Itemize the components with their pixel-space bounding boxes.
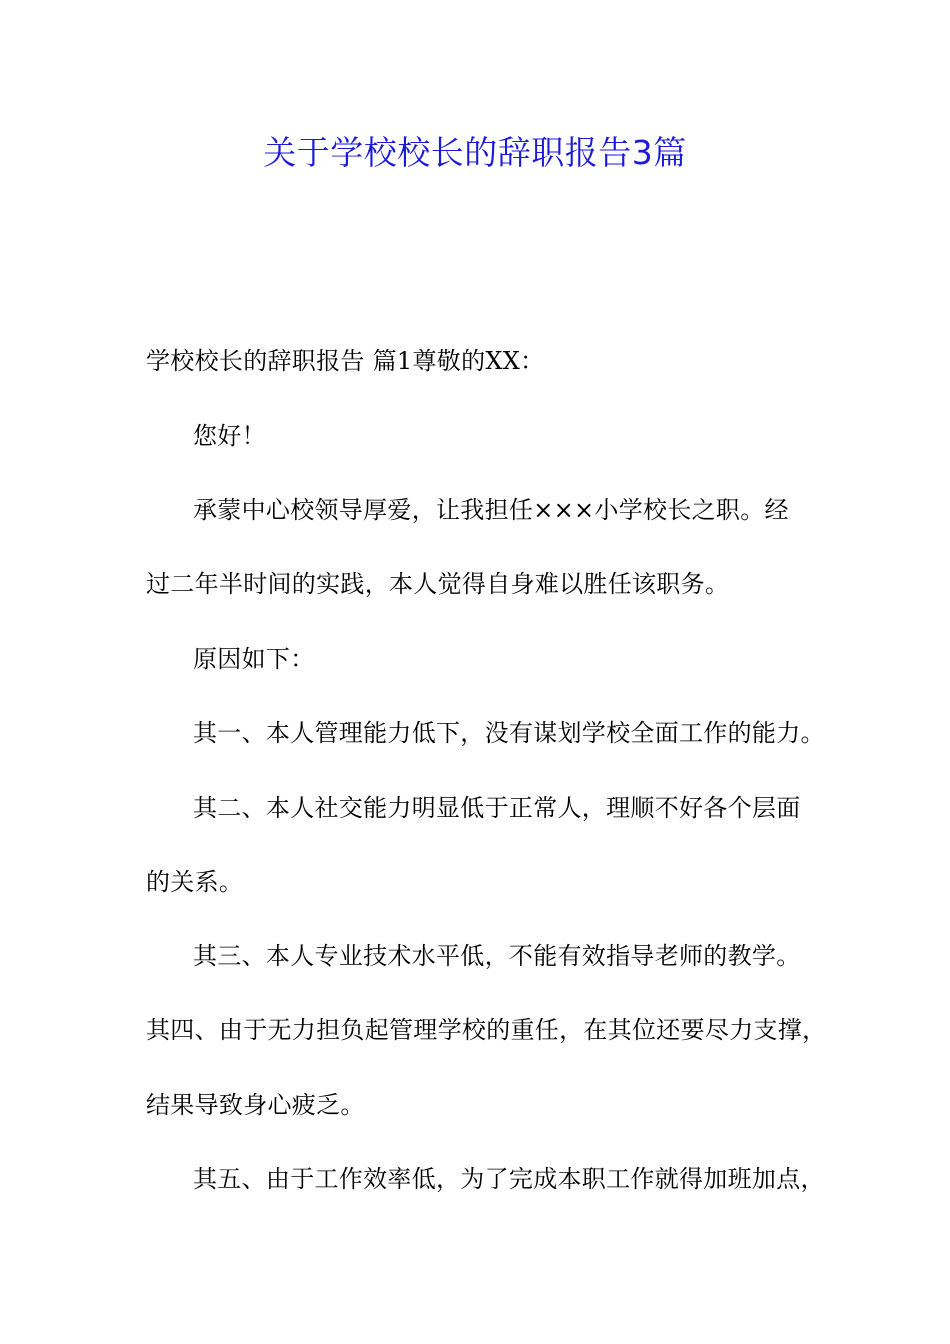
report-heading-line: 学校校长的辞职报告 篇1尊敬的XX： (146, 347, 545, 375)
paragraph-line: 原因如下： (193, 645, 315, 673)
greeting-line: 您好！ (193, 422, 266, 450)
paragraph-line: 的关系。 (146, 868, 244, 896)
paragraph-line: 过二年半时间的实践，本人觉得自身难以胜任该职务。 (146, 570, 730, 598)
document-title: 关于学校校长的辞职报告3篇 (263, 133, 687, 172)
paragraph-line: 其二、本人社交能力明显低于正常人，理顺不好各个层面 (193, 794, 801, 822)
paragraph-line: 其五、由于工作效率低，为了完成本职工作就得加班加点， (193, 1165, 825, 1193)
paragraph-line: 承蒙中心校领导厚爱，让我担任×××小学校长之职。经 (193, 496, 789, 524)
paragraph-line: 其四、由于无力担负起管理学校的重任，在其位还要尽力支撑， (146, 1016, 827, 1044)
paragraph-line: 结果导致身心疲乏。 (146, 1091, 365, 1119)
paragraph-line: 其一、本人管理能力低下，没有谋划学校全面工作的能力。 (193, 719, 825, 747)
paragraph-line: 其三、本人专业技术水平低，不能有效指导老师的教学。 (193, 942, 801, 970)
